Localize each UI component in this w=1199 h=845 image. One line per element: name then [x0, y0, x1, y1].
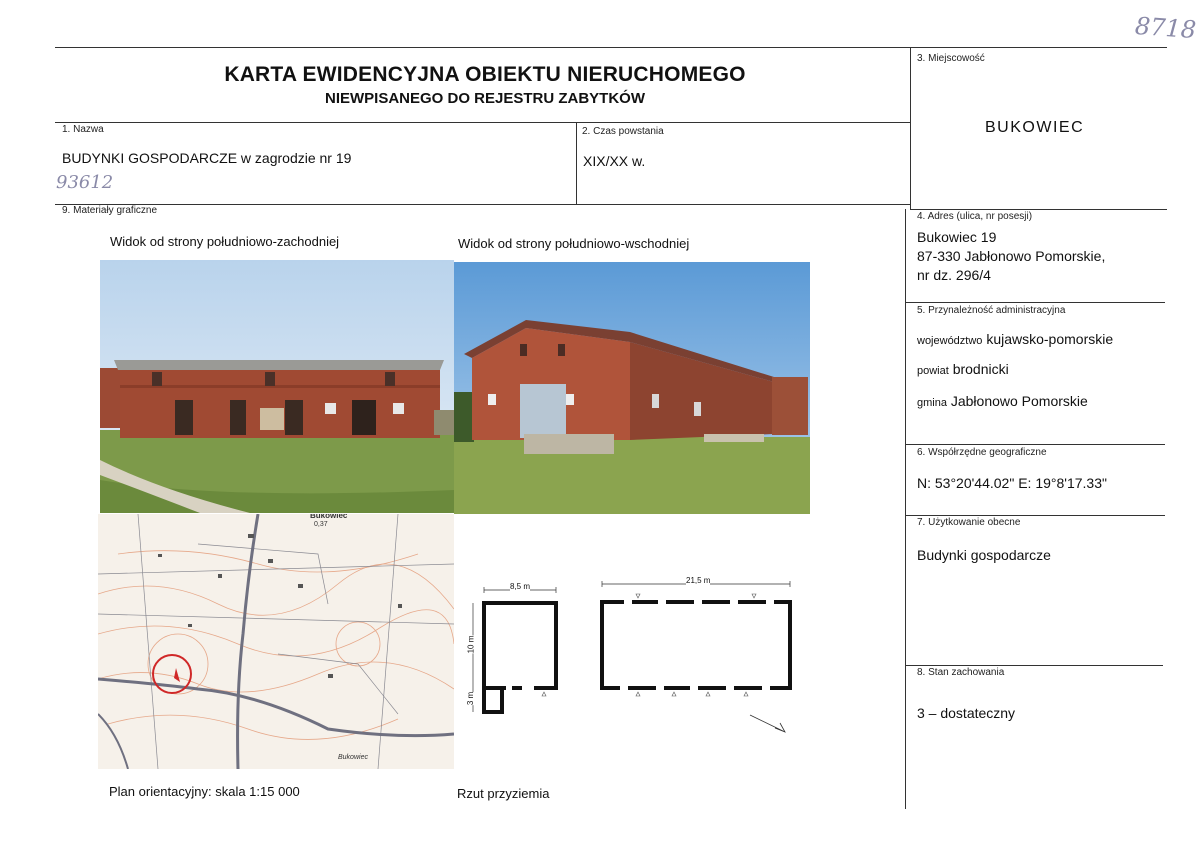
county-prefix: powiat	[917, 365, 949, 377]
map-caption: Plan orientacyjny: skala 1:15 000	[109, 784, 300, 799]
coords-top-line	[905, 444, 1165, 445]
time-label: 2. Czas powstania	[582, 126, 664, 137]
coords-value: N: 53°20'44.02" E: 19°8'17.33"	[917, 475, 1107, 491]
coords-label: 6. Współrzędne geograficzne	[917, 447, 1047, 458]
top-border	[55, 47, 1167, 48]
usage-top-line	[905, 515, 1165, 516]
condition-label: 8. Stan zachowania	[917, 667, 1005, 678]
photo1-caption: Widok od strony południowo-zachodniej	[110, 234, 340, 249]
materials-label: 9. Materiały graficzne	[62, 205, 158, 216]
right-column-divider	[910, 47, 911, 209]
admin-label: 5. Przynależność administracyjna	[917, 305, 1066, 316]
photo-south-east	[454, 262, 810, 514]
name-value: BUDYNKI GOSPODARCZE w zagrodzie nr 19	[62, 150, 352, 166]
address-line3: nr dz. 296/4	[917, 267, 991, 283]
address-top-line	[910, 209, 1167, 210]
address-line1: Bukowiec 19	[917, 229, 997, 245]
name-label: 1. Nazwa	[62, 124, 104, 135]
photo2-caption: Widok od strony południowo-wschodniej	[458, 236, 690, 251]
plan-caption: Rzut przyziemia	[457, 786, 550, 801]
handwritten-note: 93612	[56, 172, 114, 193]
voivodeship-row	[917, 331, 1113, 347]
commune-row	[917, 393, 1088, 409]
document-title: KARTA EWIDENCYJNA OBIEKTU NIERUCHOMEGO	[224, 63, 746, 86]
topographic-map	[98, 514, 454, 769]
county-row	[917, 361, 1009, 377]
name-time-divider	[576, 122, 577, 204]
map-label-top: Bukowiec	[310, 514, 348, 520]
voivodeship-value: kujawsko-pomorskie	[986, 331, 1114, 347]
document-subtitle: NIEWPISANEGO DO REJESTRU ZABYTKÓW	[324, 90, 646, 107]
condition-top-line	[905, 665, 1163, 666]
floor-plan	[460, 570, 810, 740]
floor-plan-drawing	[460, 570, 810, 740]
location-map	[98, 514, 454, 769]
condition-value: 3 – dostateczny	[917, 705, 1016, 721]
locality-label: 3. Miejscowość	[917, 53, 985, 64]
dim-annex: 3 m	[466, 691, 476, 706]
right-column-divider-lower	[905, 209, 906, 809]
commune-prefix: gmina	[917, 397, 947, 409]
dim-width-small: 8,5 m	[510, 582, 531, 591]
address-line2: 87-330 Jabłonowo Pomorskie,	[917, 248, 1106, 264]
map-label-bottom: Bukowiec	[338, 754, 368, 761]
handwritten-catalog-number: 8718	[1134, 11, 1197, 45]
barn-photo-2	[454, 262, 810, 514]
locality-value: BUKOWIEC	[985, 119, 1085, 136]
time-value: XIX/XX w.	[583, 153, 646, 169]
photo-south-west	[100, 260, 454, 513]
address-label: 4. Adres (ulica, nr posesji)	[917, 211, 1033, 222]
barn-photo-1	[100, 260, 454, 513]
materials-top-line	[55, 204, 910, 205]
dim-width-large: 21,5 m	[686, 576, 711, 585]
admin-top-line	[905, 302, 1165, 303]
title-bottom-line	[55, 122, 910, 123]
usage-value: Budynki gospodarcze	[917, 547, 1051, 563]
usage-label: 7. Użytkowanie obecne	[917, 517, 1021, 528]
commune-value: Jabłonowo Pomorskie	[950, 393, 1088, 409]
map-label-number: 0,37	[314, 521, 328, 528]
county-value: brodnicki	[952, 361, 1009, 377]
voivodeship-prefix: województwo	[917, 335, 983, 347]
dim-height: 10 m	[466, 635, 476, 654]
